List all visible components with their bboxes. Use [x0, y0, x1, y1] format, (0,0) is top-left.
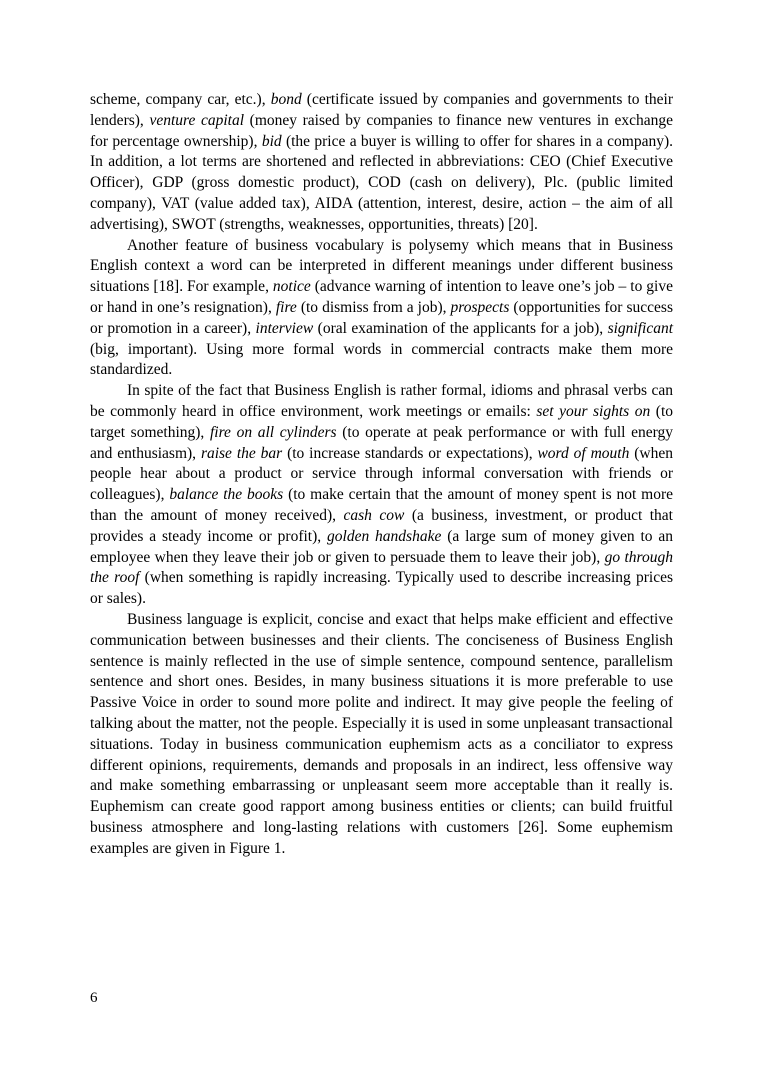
- italic-term: word of mouth: [537, 444, 630, 462]
- italic-term: fire: [275, 298, 297, 316]
- italic-term: go through the roof: [90, 548, 673, 587]
- italic-term: balance the books: [169, 486, 284, 504]
- italic-term: bid: [261, 132, 282, 150]
- text-segment: (a business, investment, or product that provides a steady income or profit),: [90, 506, 673, 545]
- text-segment: (a large sum of money given to an employee when they leave their job or given to persuade them to leave their job),: [90, 527, 674, 566]
- paragraph: [90, 381, 673, 610]
- text-segment: (oral examination of the applicants for a job),: [313, 319, 608, 337]
- text-segment: (to operate at peak performance or with full energy and enthusiasm),: [90, 423, 673, 462]
- paragraph: [90, 610, 673, 860]
- text-segment: (money raised by companies to finance new ventures in exchange for percentage ownership),: [90, 111, 674, 150]
- text-segment: (to dismiss from a job),: [296, 298, 451, 316]
- italic-term: golden handshake: [327, 527, 442, 545]
- paragraph: [90, 90, 673, 236]
- text-segment: Business language is explicit, concise and exact that helps make efficient and effective communication between businesses and their clients. The conciseness of Business English sentence is mainly reflected in the use of simple sentence, compound sentence, parallelism sentence and short ones. Besides, in many business situations it is more preferable to use Passive Voice in order to sound more polite and indirect. It may give people the feeling of talking about the matter, not the people. Especially it is used in some unpleasant transactional situations. Today in business communication euphemism acts as a conciliator to express different opinions, requirements, demands and proposals in an indirect, less offensive way and make something embarrassing or unpleasant seem more acceptable than it really is. Euphemism can create good rapport among business entities or clients; can build fruitful business atmosphere and long-lasting relations with customers [26]. Some euphemism examples are given in Figure 1.: [90, 610, 673, 857]
- text-segment: Another feature of business vocabulary is polysemy which means that in Business English context a word can be interpreted in different meanings under different business situations [18]. For example,: [90, 236, 673, 296]
- text-segment: In spite of the fact that Business English is rather formal, idioms and phrasal verbs can be commonly heard in office environment, work meetings or emails:: [90, 382, 673, 420]
- paragraph: [90, 236, 673, 382]
- text-segment: scheme, company car, etc.),: [90, 91, 271, 108]
- body-text: [90, 90, 673, 859]
- text-segment: (the price a buyer is willing to offer for shares in a company). In addition, a lot terms are shortened and reflected in abbreviations: CEO (Chief Executive Officer), GDP (gross domestic product), COD (cash on delivery), Plc. (public limited company), VAT (value added tax), AIDA (attention, interest, desire, action – the aim of all advertising), SWOT (strengths, weaknesses, opportunities, threats) [20].: [90, 132, 673, 233]
- page-number: 6: [90, 990, 98, 1006]
- text-segment: (to increase standards or expectations),: [282, 444, 538, 462]
- text-segment: (big, important). Using more formal words in commercial contracts make them more standardized.: [90, 340, 673, 379]
- text-segment: (when people hear about a product or service through informal conversation with friends or colleagues),: [90, 444, 673, 504]
- italic-term: venture capital: [149, 111, 245, 129]
- italic-term: fire on all cylinders: [209, 423, 337, 441]
- text-segment: (to target something),: [90, 402, 674, 441]
- italic-term: notice: [272, 278, 311, 296]
- text-segment: (certificate issued by companies and governments to their lenders),: [90, 91, 673, 129]
- italic-term: raise the bar: [200, 444, 283, 462]
- italic-term: interview: [255, 319, 314, 337]
- italic-term: prospects: [450, 298, 510, 316]
- text-segment: (when something is rapidly increasing. Typically used to describe increasing prices or sales).: [90, 569, 673, 608]
- text-segment: (opportunities for success or promotion in a career),: [90, 298, 673, 337]
- italic-term: bond: [270, 91, 302, 108]
- italic-term: significant: [607, 319, 674, 337]
- italic-term: cash cow: [343, 506, 405, 524]
- italic-term: set your sights on: [536, 402, 651, 420]
- text-segment: (to make certain that the amount of money spent is not more than the amount of money received),: [90, 486, 673, 524]
- text-segment: (advance warning of intention to leave one’s job – to give or hand in one’s resignation),: [90, 278, 673, 316]
